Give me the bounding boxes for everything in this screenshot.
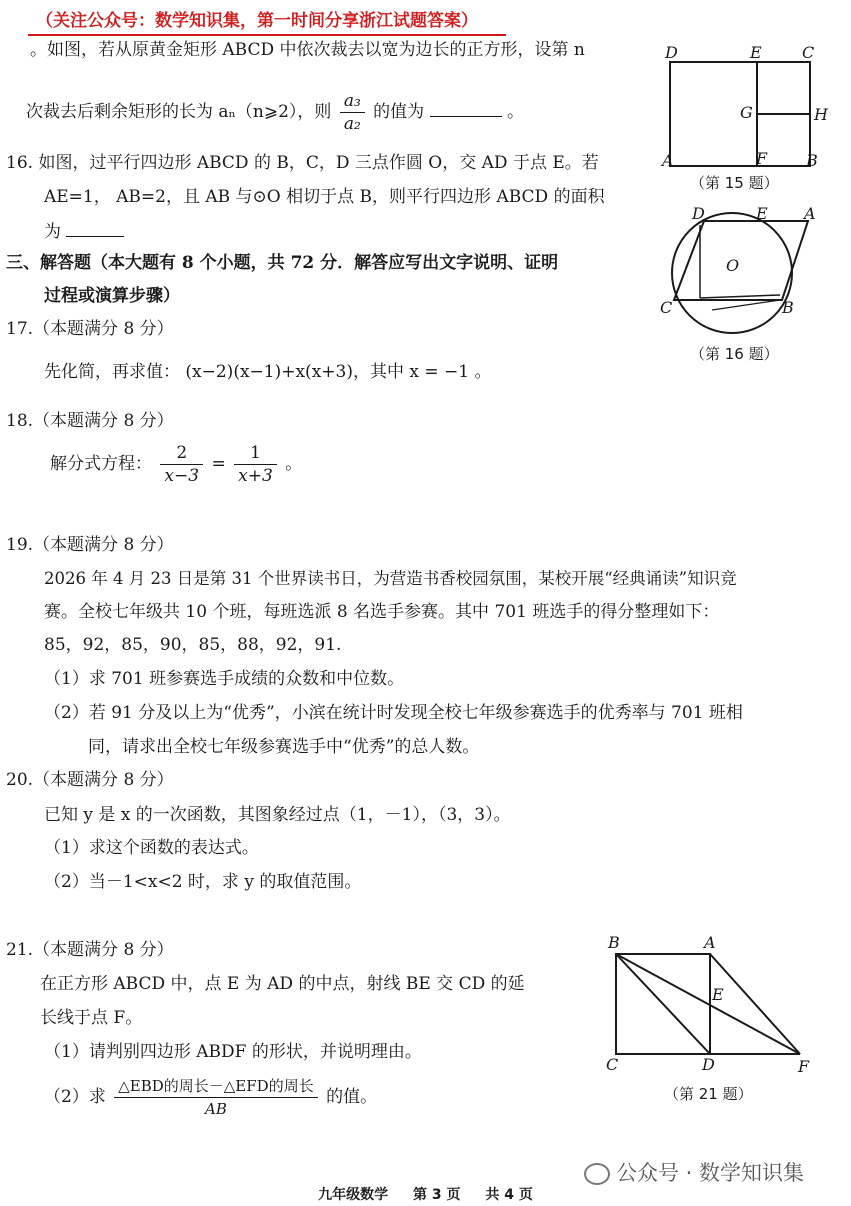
fig21-line-af bbox=[710, 954, 800, 1054]
fig15-label-c: C bbox=[802, 43, 815, 62]
q21-frac-den: AB bbox=[205, 1100, 227, 1118]
q15-line2-end: 。 bbox=[506, 102, 524, 122]
q19-title: 19.（本题满分 8 分） bbox=[6, 535, 174, 555]
fig16-label-e: E bbox=[756, 205, 768, 223]
q17-title: 17.（本题满分 8 分） bbox=[6, 319, 174, 339]
fig16-label-b: B bbox=[782, 298, 794, 317]
fig21-label-b: B bbox=[608, 933, 620, 952]
page-footer bbox=[0, 1184, 851, 1204]
q15-frac-den: a₂ bbox=[343, 114, 361, 134]
header-underline bbox=[28, 34, 506, 36]
watermark bbox=[584, 1157, 804, 1187]
q19-part1: （1）求 701 班参赛选手成绩的众数和中位数。 bbox=[44, 669, 405, 689]
fig15-label-h: H bbox=[814, 105, 828, 124]
q18-title: 18.（本题满分 8 分） bbox=[6, 411, 174, 431]
q21-line1: 在正方形 ABCD 中，点 E 为 AD 的中点，射线 BE 交 CD 的延 bbox=[40, 974, 525, 994]
fig16-caption: （第 16 题） bbox=[690, 345, 779, 363]
q18-eq: = bbox=[211, 454, 226, 474]
figure-16 bbox=[652, 205, 822, 340]
q18-prefix: 解分式方程： bbox=[50, 454, 152, 474]
fig21-caption: （第 21 题） bbox=[664, 1085, 753, 1103]
q20-line1: 已知 y 是 x 的一次函数，其图象经过点（1，－1），（3，3）。 bbox=[44, 805, 511, 825]
q18-rhs-den: x+3 bbox=[238, 466, 273, 486]
q15-fraction bbox=[340, 90, 365, 135]
q19-scores: 85，92，85，90，85，88，92，91. bbox=[44, 635, 342, 655]
fig15-label-d: D bbox=[665, 43, 678, 62]
fig15-label-b: B bbox=[806, 151, 818, 170]
fig16-label-d: D bbox=[692, 205, 705, 223]
fig21-label-f: F bbox=[798, 1057, 810, 1075]
q16-line3-text: 为 bbox=[44, 222, 61, 242]
q21-part1: （1）请判别四边形 ABDF 的形状，并说明理由。 bbox=[44, 1042, 422, 1062]
footer-page: 第 3 页 bbox=[413, 1187, 461, 1203]
wechat-icon bbox=[584, 1163, 610, 1185]
q19-line1: 2026 年 4 月 23 日是第 31 个世界读书日，为营造书香校园氛围，某校开展“经典诵读”知识竞 bbox=[44, 569, 737, 588]
fig16-label-a: A bbox=[804, 205, 816, 223]
q18-end: 。 bbox=[285, 454, 303, 474]
q16-answer-blank[interactable] bbox=[66, 218, 124, 237]
q17-body: 先化简，再求值： (x−2)(x−1)+x(x+3)，其中 x = −1 。 bbox=[44, 362, 492, 382]
fig21-label-d: D bbox=[702, 1055, 715, 1074]
header-banner: （关注公众号：数学知识集，第一时间分享浙江试题答案） bbox=[36, 11, 478, 31]
fig16-parallelogram bbox=[674, 221, 808, 300]
q15-line2-b: 的值为 bbox=[373, 102, 425, 122]
q18-equation bbox=[50, 442, 302, 487]
q21-part2-prefix: （2）求 bbox=[44, 1087, 106, 1107]
q18-rhs-fraction bbox=[234, 442, 277, 487]
watermark-text: 公众号 · 数学知识集 bbox=[616, 1161, 805, 1185]
footer-subject: 九年级数学 bbox=[318, 1187, 389, 1203]
q19-part2-b: 同，请求出全校七年级参赛选手中“优秀”的总人数。 bbox=[88, 737, 480, 757]
figure-15 bbox=[650, 40, 840, 190]
q19-part2-a: （2）若 91 分及以上为“优秀”，小滨在统计时发现全校七年级参赛选手的优秀率与 701 班相 bbox=[44, 703, 743, 723]
fig21-ray-bf bbox=[616, 954, 800, 1054]
section3-line1: 三、解答题（本大题有 8 个小题，共 72 分．解答应写出文字说明、证明 bbox=[6, 253, 559, 273]
q21-line2: 长线于点 F。 bbox=[40, 1008, 143, 1028]
q15-line2 bbox=[26, 90, 524, 135]
fig16-label-o: O bbox=[726, 256, 740, 275]
q15-answer-blank[interactable] bbox=[430, 98, 502, 117]
fig21-label-a: A bbox=[704, 933, 716, 952]
q21-part2-suffix: 的值。 bbox=[326, 1087, 378, 1107]
fig16-label-c: C bbox=[660, 298, 673, 317]
q18-lhs-den: x−3 bbox=[164, 466, 200, 486]
fig15-label-e: E bbox=[750, 43, 762, 62]
fig15-label-g: G bbox=[740, 103, 753, 122]
footer-total: 共 4 页 bbox=[485, 1187, 533, 1203]
figure-21 bbox=[600, 930, 820, 1075]
q21-title: 21.（本题满分 8 分） bbox=[6, 940, 174, 960]
q18-rhs-num: 1 bbox=[234, 442, 277, 465]
fig21-line-bd bbox=[616, 954, 710, 1054]
fig16-extra-line bbox=[712, 300, 780, 310]
q21-frac-num: △EBD的周长－△EFD的周长 bbox=[114, 1075, 317, 1098]
fig15-label-a: A bbox=[662, 151, 674, 170]
q20-part2: （2）当－1<x<2 时，求 y 的取值范围。 bbox=[44, 872, 362, 892]
fig15-caption: （第 15 题） bbox=[690, 174, 779, 192]
fig15-label-f: F bbox=[756, 149, 768, 168]
q18-lhs-num: 2 bbox=[160, 442, 203, 465]
q15-frac-num: a₃ bbox=[340, 90, 365, 113]
q18-lhs-fraction bbox=[160, 442, 203, 487]
q19-line2: 赛。全校七年级共 10 个班，每班选派 8 名选手参赛。其中 701 班选手的得分整理如下： bbox=[44, 602, 720, 622]
q16-line3 bbox=[44, 218, 124, 244]
fig21-label-e: E bbox=[712, 985, 724, 1004]
q21-fraction bbox=[114, 1075, 317, 1120]
q15-line2-a: 次裁去后剩余矩形的长为 aₙ（n⩾2），则 bbox=[26, 102, 332, 122]
section3-line2: 过程或演算步骤） bbox=[44, 286, 180, 306]
q20-title: 20.（本题满分 8 分） bbox=[6, 770, 174, 790]
fig16-chord-cb bbox=[700, 295, 780, 298]
fig21-label-c: C bbox=[606, 1055, 619, 1074]
q15-line1: 。如图，若从原黄金矩形 ABCD 中依次裁去以宽为边长的正方形，设第 n bbox=[30, 40, 585, 60]
q20-part1: （1）求这个函数的表达式。 bbox=[44, 838, 259, 858]
q21-part2 bbox=[44, 1075, 377, 1120]
q16-line2: AE=1， AB=2，且 AB 与⊙O 相切于点 B，则平行四边形 ABCD 的面积 bbox=[44, 187, 605, 207]
q16-line1: 16. 如图，过平行四边形 ABCD 的 B，C，D 三点作圆 O，交 AD 于点 E。若 bbox=[6, 153, 599, 173]
